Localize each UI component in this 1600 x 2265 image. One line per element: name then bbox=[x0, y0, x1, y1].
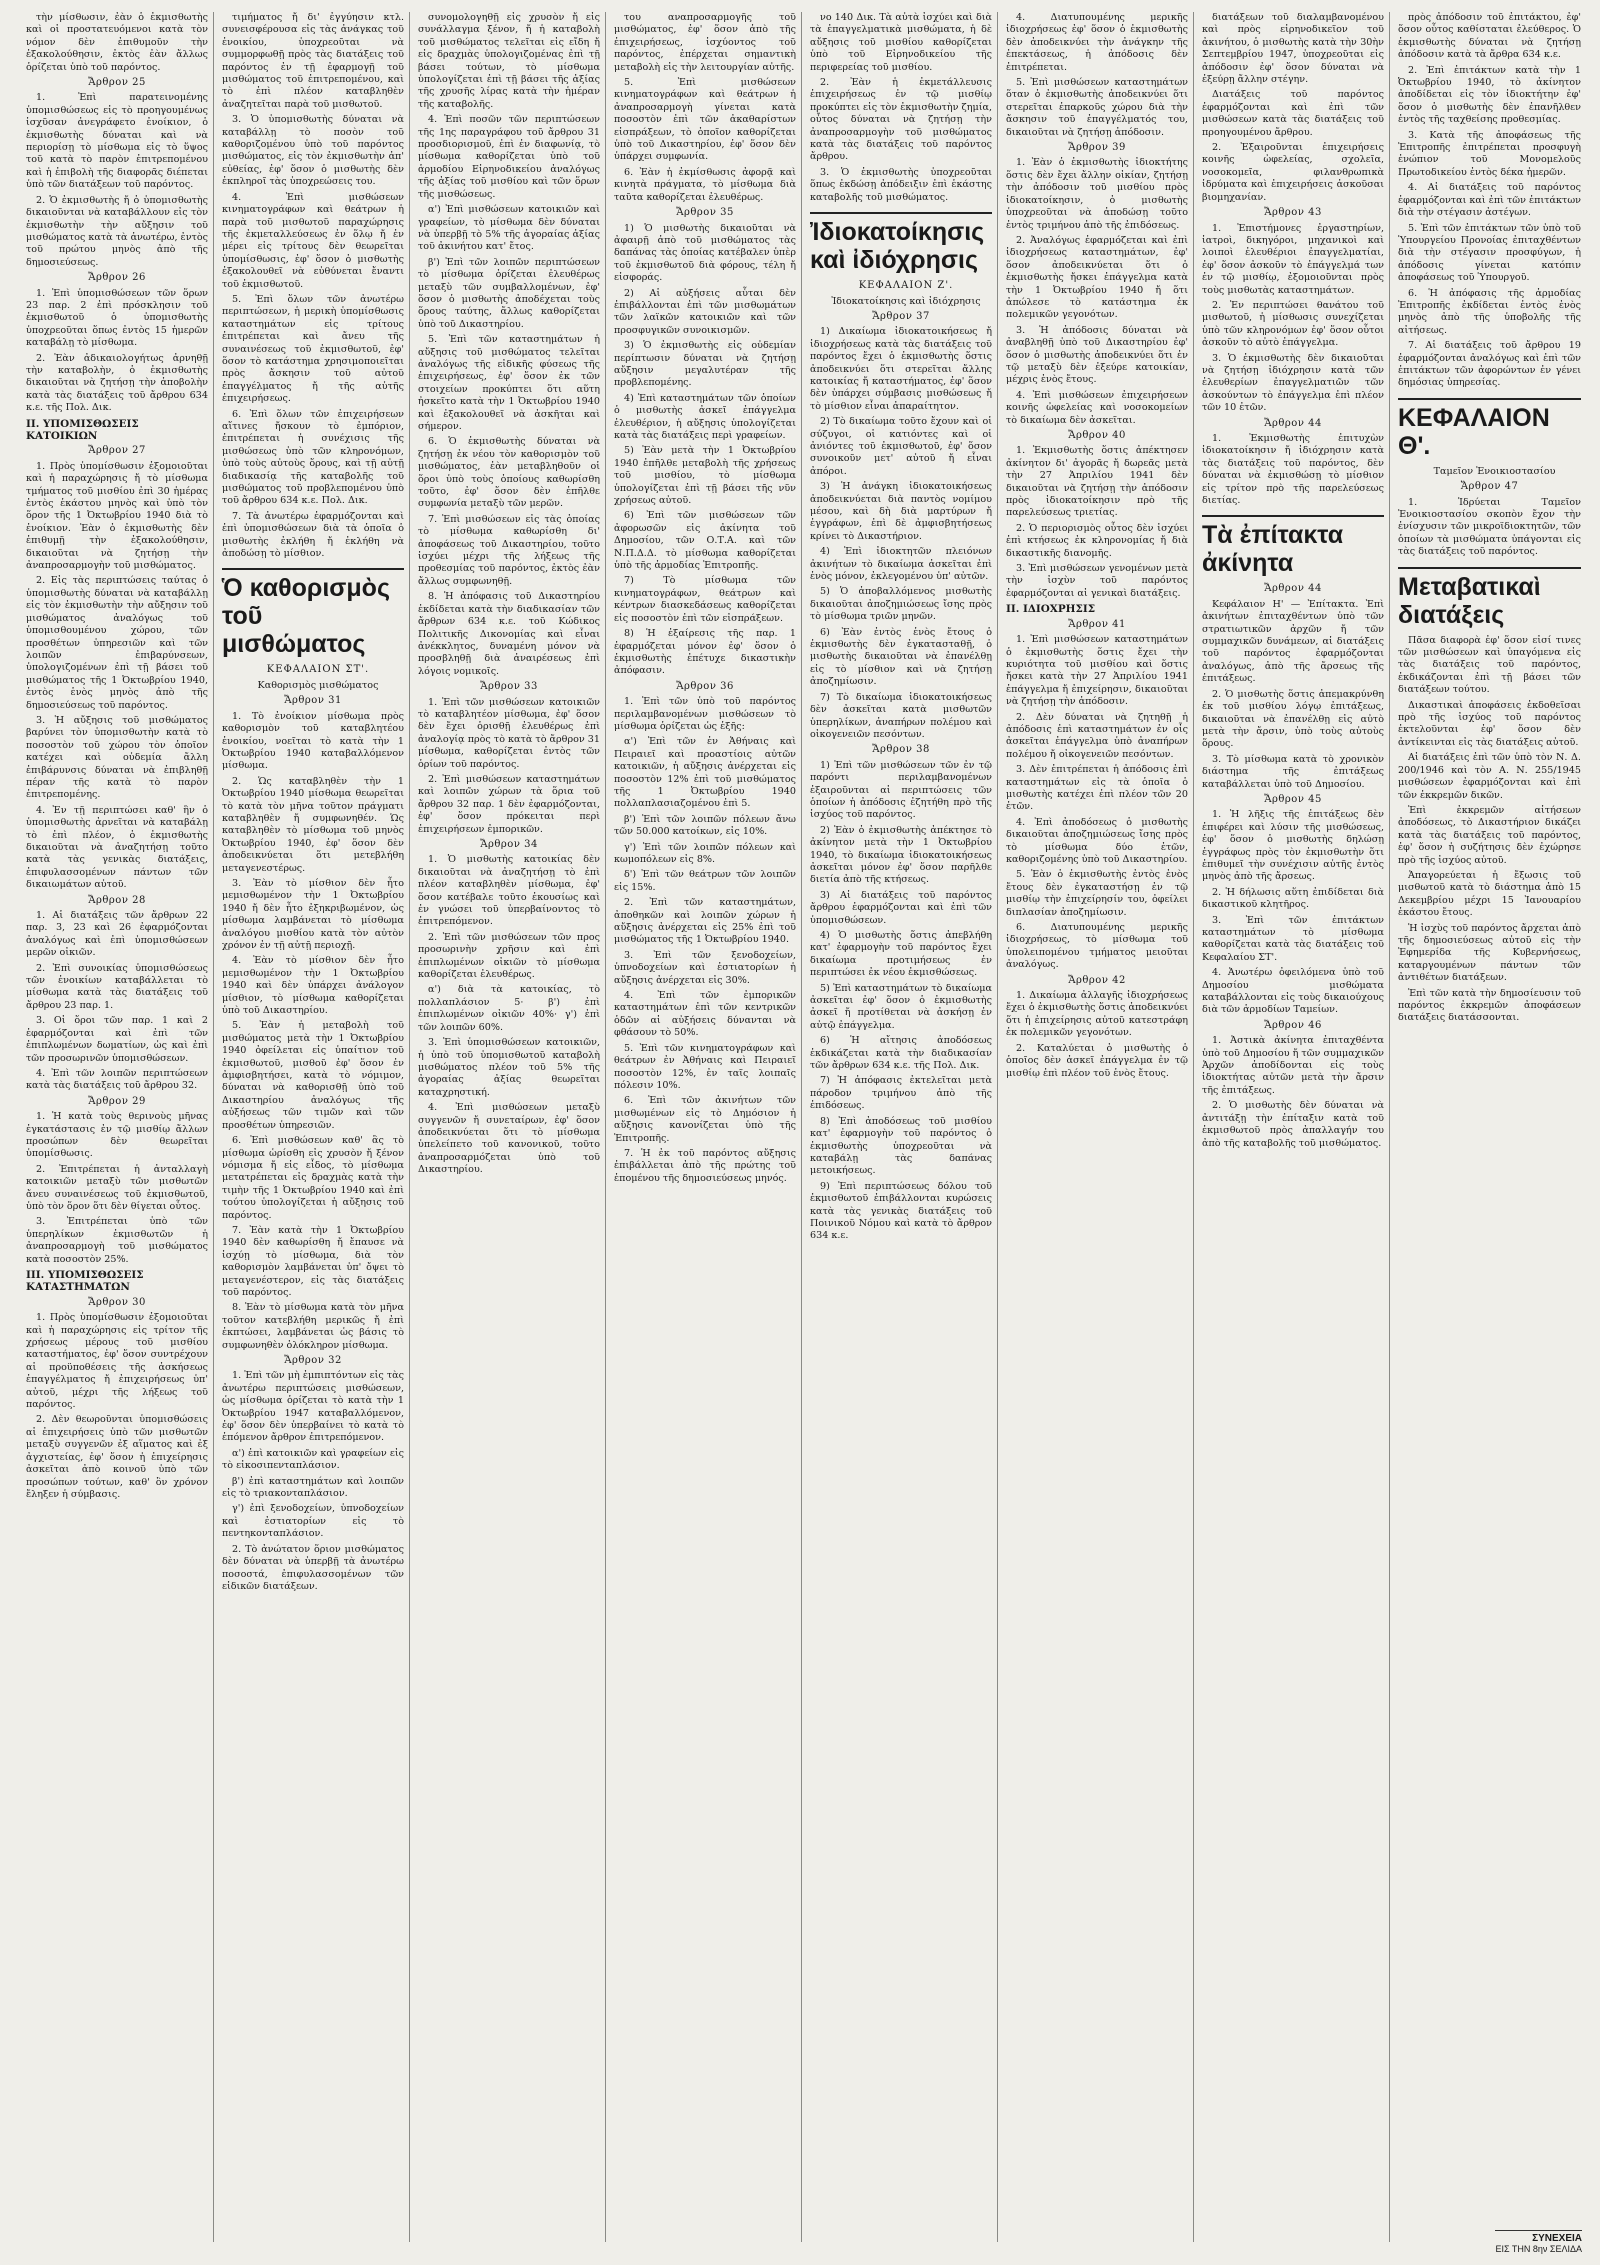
column-5 bbox=[808, 12, 998, 2242]
paragraph: 2. Ὁ περιορισμὸς οὗτος δὲν ἰσχύει ἐπὶ κτήσεως ἐκ κληρονομίας ἤ διὰ δικαστικῆς διανομῆς. bbox=[1006, 522, 1188, 559]
column-8 bbox=[1396, 12, 1586, 2242]
article-number: Ἄρθρον 35 bbox=[676, 207, 734, 219]
paragraph: 1. Πρὸς ὑπομίσθωσιν ἐξομοιοῦται καὶ ἡ παραχώρησις εἰς τρίτον τῆς χρήσεως μέρους τοῦ μισθίου καταστήματος, ἐφ' ὅσον συντρέχουν αἱ προϋποθέσεις τῆς ἀσκήσεως ἐπαγγέλματος ἤ ἐπιχειρήσεως ὑπ' αὐτοῦ, μέχρι τῆς λήξεως τοῦ παρόντος. bbox=[26, 1312, 208, 1411]
paragraph: του αναπροσαρμογῆς τοῦ μισθώματος, ἐφ' ὅσον ἀπὸ τῆς ἐπιχειρήσεως, ἰσχύοντος τοῦ παρόντος, ἐπέρχεται σημαντικὴ μεταβολὴ εἰς τὴν λειτουργίαν αὐτῆς. bbox=[614, 12, 796, 73]
article-number: Ἄρθρον 25 bbox=[88, 77, 146, 89]
article-number: Ἄρθρον 36 bbox=[676, 680, 734, 692]
paragraph: 1. Δικαίωμα ἀλλαγῆς ἰδιοχρήσεως ἔχει ὁ ἐκμισθωτὴς ὅστις ἀποδεικνύει ὅτι ἡ ἐπιχείρησις αὐτοῦ κατεστράφη ἐκ πολεμικῶν γεγονότων. bbox=[1006, 990, 1188, 1039]
paragraph: 6) Ἐὰν ἐντὸς ἑνὸς ἔτους ὁ ἐκμισθωτὴς δὲν ἐγκατασταθῇ, ὁ μισθωτὴς δικαιοῦται νὰ ἐπανέλθῃ εἰς τὸ μίσθιον καὶ νὰ ζητήσῃ ἀποζημίωσιν. bbox=[810, 626, 992, 688]
paragraph: 2. Δὲν δύναται νὰ ζητηθῇ ἡ ἀπόδοσις ἐπὶ καταστημάτων ἐν οἷς ἀσκεῖται ἐπάγγελμα ὑπὸ ἀναπήρων πολέμου ἤ οἰκογενειῶν πεσόντων. bbox=[1006, 711, 1188, 760]
chapter-subtitle: Ἰδιοκατοίκησις καὶ ἰδιόχρησις bbox=[831, 295, 981, 307]
paragraph: νο 140 Δικ. Τὰ αὐτὰ ἰσχύει καὶ διὰ τὰ ἐπαγγελματικὰ μισθώματα, ἡ δὲ αὔξησις τοῦ μισθίου καθορίζεται ὑπὸ τοῦ Εἰρηνοδικείου τῆς περιφερείας τοῦ μισθίου. bbox=[810, 12, 992, 73]
paragraph: 4. Ἐπὶ τῶν ἐμπορικῶν καταστημάτων ἐπὶ τῶν κεντρικῶν ὁδῶν αἱ αὐξήσεις δύνανται νὰ φθάσουν τὸ 50%. bbox=[614, 990, 796, 1039]
paragraph: 4. Ἐπὶ μισθώσεων ἐπιχειρήσεων κοινῆς ὠφελείας καὶ νοσοκομείων τὸ δικαίωμα δὲν ἀσκεῖται. bbox=[1006, 389, 1188, 426]
article-number: Ἄρθρον 28 bbox=[88, 894, 146, 906]
paragraph: 8. Ἐὰν τὸ μίσθωμα κατὰ τὸν μῆνα τοῦτον κατεβλήθη μερικῶς ἤ ἐπὶ ἐκπτώσει, λαμβάνεται ὡς βάσις τὸ συμφωνηθὲν ὁλόκληρον μίσθωμα. bbox=[222, 1302, 404, 1351]
paragraph: 2. Ἐπὶ τῶν καταστημάτων, ἀποθηκῶν καὶ λοιπῶν χώρων ἡ αὔξησις ἀνέρχεται εἰς 25% ἐπὶ τοῦ μισθώματος τῆς 1 Ὀκτωβρίου 1940. bbox=[614, 897, 796, 946]
paragraph: 2. Ἀναλόγως ἐφαρμόζεται καὶ ἐπὶ ἰδιοχρήσεως καταστημάτων, ἐφ' ὅσον ἀποδεικνύεται ὅτι ὁ ἐκμισθωτὴς ἤσκει ἐπάγγελμα κατὰ τὴν 1 Ὀκτωβρίου 1940 ἤ ὅτι ἀπώλεσε τὸ κατάστημα ἐκ πολεμικῶν γεγονότων. bbox=[1006, 234, 1188, 321]
paragraph: 1. Ἐὰν ὁ ἐκμισθωτὴς ἰδιοκτήτης ὅστις δὲν ἔχει ἄλλην οἰκίαν, ζητήσῃ τὴν ἀπόδοσιν τοῦ μισθίου πρὸς ἰδιοκατοίκησιν, ὁ μισθωτὴς ὑποχρεοῦται νὰ ἀποδώσῃ τοῦτο ἐντὸς τριμήνου ἀπὸ τῆς ἐπιδόσεως. bbox=[1006, 157, 1188, 231]
paragraph: 7. Ἐὰν κατὰ τὴν 1 Ὀκτωβρίου 1940 δὲν καθωρίσθη ἤ ἔπαυσε νὰ ἰσχύῃ τὸ μίσθωμα, διὰ τὸν καθορισμὸν λαμβάνεται ὑπ' ὄψει τὸ μεταγενέστερον, εἰς τὰς διατάξεις τοῦ παρόντος. bbox=[222, 1224, 404, 1298]
paragraph: 4. Ἐπὶ ἀποδόσεως ὁ μισθωτὴς δικαιοῦται ἀποζημιώσεως ἴσης πρὸς τὸ μίσθωμα δύο ἐτῶν, καθοριζομένης ὑπὸ τοῦ Δικαστηρίου. bbox=[1006, 816, 1188, 865]
paragraph: 3. Ἡ αὔξησις τοῦ μισθώματος βαρύνει τὸν ὑπομισθωτὴν κατὰ τὸ ποσοστὸν τοῦ χώρου τὸν ὁποῖον κατέχει καὶ οὐδεμία ἄλλη ἐπιβάρυνσις δύναται νὰ ἐπιβληθῇ πέραν τῆς κατὰ τὸ παρὸν ἐπιτρεπομένης. bbox=[26, 714, 208, 801]
paragraph: 7. Αἱ διατάξεις τοῦ ἄρθρου 19 ἐφαρμόζονται ἀναλόγως καὶ ἐπὶ τῶν ἐπιτάκτων τῶν ἀφορώντων ἐν γένει δημόσιας ὑπηρεσίας. bbox=[1398, 340, 1581, 389]
paragraph: 1) Ὁ μισθωτὴς δικαιοῦται νὰ ἀφαιρῇ ἀπὸ τοῦ μισθώματος τὰς δαπάνας τὰς ὁποίας κατέβαλεν ὑπὲρ τοῦ ἐκμισθωτοῦ διὰ φόρους, τέλη ἤ εἰσφοράς. bbox=[614, 222, 796, 284]
paragraph: 4. Ἐὰν τὸ μίσθιον δὲν ἦτο μεμισθωμένον τὴν 1 Ὀκτωβρίου 1940 καὶ δὲν ὑπάρχει ἀνάλογον μίσθιον, τὸ μίσθωμα καθορίζεται ὑπὸ τοῦ Δικαστηρίου. bbox=[222, 955, 404, 1017]
paragraph: 3) Ὁ ἐκμισθωτὴς εἰς οὐδεμίαν περίπτωσιν δύναται νὰ ζητήσῃ αὔξησιν μεγαλυτέραν τῆς προβλεπομένης. bbox=[614, 340, 796, 389]
paragraph: 3. Ἐπὶ τῶν ξενοδοχείων, ὑπνοδοχείων καὶ ἐστιατορίων ἡ αὔξησις ἀνέρχεται εἰς 30%. bbox=[614, 949, 796, 986]
headline: Ἰδιοκατοίκησις καὶ ἰδιόχρησις bbox=[810, 212, 992, 274]
column-2 bbox=[220, 12, 410, 2242]
paragraph: Ἐπὶ ἐκκρεμῶν αἰτήσεων ἀποδόσεως, τὸ Δικαστήριον δικάζει κατὰ τὰς διατάξεις τοῦ παρόντος, ἐφ' ὅσον ἡ συζήτησις δὲν ἐχώρησε πρὸ τῆς ἰσχύος αὐτοῦ. bbox=[1398, 804, 1581, 866]
article-number: Ἄρθρον 27 bbox=[88, 445, 146, 457]
chapter-subtitle: Ταμεῖον Ἐνοικιοστασίου bbox=[1433, 465, 1556, 477]
paragraph: 4) Ὁ μισθωτὴς ὅστις ἀπεβλήθη κατ' ἐφαρμογὴν τοῦ παρόντος ἔχει δικαίωμα προτιμήσεως ἐν περιπτώσει ἐκ νέου ἐκμισθώσεως. bbox=[810, 930, 992, 979]
paragraph: 1. Ἐκμισθωτὴς ἐπιτυχὼν ἰδιοκατοίκησιν ἤ ἰδιόχρησιν κατὰ τὰς διατάξεις τοῦ παρόντος, δὲν δύναται νὰ ἐκμισθώσῃ τὸ μίσθιον εἰς τρίτον πρὸ τῆς παρελεύσεως διετίας. bbox=[1202, 433, 1384, 507]
paragraph: Ἐπὶ τῶν κατὰ τὴν δημοσίευσιν τοῦ παρόντος ἐκκρεμῶν ἀποφάσεων διατάξεις διατάσσονται. bbox=[1398, 987, 1581, 1024]
paragraph: 3. Κατὰ τῆς ἀποφάσεως τῆς Ἐπιτροπῆς ἐπιτρέπεται προσφυγὴ ἐνώπιον τοῦ Μονομελοῦς Πρωτοδικείου ἐντὸς δέκα ἡμερῶν. bbox=[1398, 129, 1581, 178]
paragraph: 3. Ἐπὶ μισθώσεων γενομένων μετὰ τὴν ἰσχὺν τοῦ παρόντος ἐφαρμόζονται αἱ γενικαὶ διατάξεις. bbox=[1006, 563, 1188, 599]
paragraph: 5. Ἐπὶ τῶν ἐπιτάκτων τῶν ὑπὸ τοῦ Ὑπουργείου Προνοίας ἐπιταχθέντων διὰ τὴν στέγασιν προσφύγων, ἡ ἀπόδοσις γίνεται κατόπιν ἀποφάσεως τοῦ Ὑπουργοῦ. bbox=[1398, 222, 1581, 284]
article-number: Ἄρθρον 33 bbox=[480, 681, 538, 693]
paragraph: 3. Ἐπὶ τῶν ἐπιτάκτων καταστημάτων τὸ μίσθωμα καθορίζεται κατὰ τὰς διατάξεις τοῦ Κεφαλαίου ΣΤ'. bbox=[1202, 914, 1384, 963]
paragraph: 2) Ἐὰν ὁ ἐκμισθωτὴς ἀπέκτησε τὸ ἀκίνητον μετὰ τὴν 1 Ὀκτωβρίου 1940, τὸ δικαίωμα ἰδιοκατοικήσεως ἀσκεῖται μόνον ἐφ' ὅσον παρῆλθε διετία ἀπὸ τῆς κτήσεως. bbox=[810, 824, 992, 886]
article-number: Ἄρθρον 37 bbox=[872, 310, 930, 322]
paragraph: 1. Ἐκμισθωτὴς ὅστις ἀπέκτησεν ἀκίνητον δι' ἀγορᾶς ἤ δωρεᾶς μετὰ τὴν 27 Ἀπριλίου 1941 δὲν δικαιοῦται νὰ ζητήσῃ τὴν ἀπόδοσιν πρὸς ἰδιοκατοίκησιν πρὸ τῆς παρελεύσεως τριετίας. bbox=[1006, 445, 1188, 519]
article-number: Ἄρθρον 47 bbox=[1460, 481, 1519, 493]
article-number: Ἄρθρον 32 bbox=[284, 1355, 342, 1366]
paragraph: 1. Τὸ ἐνοίκιον μίσθωμα πρὸς καθορισμὸν τοῦ καταβλητέου ἐνοικίου, νοεῖται τὸ κατὰ τὴν 1 Ὀκτωβρίου 1940 καταβαλλόμενον μίσθωμα. bbox=[222, 710, 404, 772]
paragraph: 3. Τὸ μίσθωμα κατὰ τὸ χρονικὸν διάστημα τῆς ἐπιτάξεως καταβάλλεται ὑπὸ τοῦ Δημοσίου. bbox=[1202, 753, 1384, 790]
paragraph: 7) Τὸ δικαίωμα ἰδιοκατοικήσεως δὲν ἀσκεῖται κατὰ μισθωτῶν ὑπερηλίκων, ἀναπήρων πολέμου καὶ οἰκογενειῶν πεσόντων. bbox=[810, 691, 992, 740]
paragraph: 4. Ἐπὶ μισθώσεων κινηματογράφων καὶ θεάτρων ἡ παρὰ τοῦ μισθωτοῦ παραχώρησις τῆς ἐκμεταλλεύσεως ἐν ὅλῳ ἤ ἐν μέρει εἰς τρίτους δὲν θεωρεῖται ὑπομίσθωσις, ἐφ' ὅσον ὁ μισθωτὴς ἐξακολουθεῖ νὰ εὐθύνεται ἔναντι τοῦ ἐκμισθωτοῦ. bbox=[222, 191, 404, 290]
paragraph: 1. Ἐπὶ τῶν μὴ ἐμπιπτόντων εἰς τὰς ἀνωτέρω περιπτώσεις μισθώσεων, ὡς μίσθωμα ὁρίζεται τὸ κατὰ τὴν 1 Ὀκτωβρίου 1947 καταβαλλόμενον, ἐφ' ὅσον δὲν ὑπερβαίνει τὸ κατὰ τὸ ἑπόμενον ἄρθρον ἐπιτρεπόμενον. bbox=[222, 1370, 404, 1444]
paragraph: 5. Ἐπὶ ὅλων τῶν ἀνωτέρω περιπτώσεων, ἡ μερικὴ ὑπομίσθωσις καταστημάτων εἰς τρίτους ἐπιτρέπεται καὶ ἄνευ τῆς συναινέσεως τοῦ ἐκμισθωτοῦ, ἐφ' ὅσον τὸ κατάστημα χρησιμοποιεῖται πρὸς ἄσκησιν τοῦ αὐτοῦ ἐπαγγέλματος ἤ τῆς αὐτῆς ἐπιχειρήσεως. bbox=[222, 293, 404, 405]
paragraph: 7) Ἡ ἀπόφασις ἐκτελεῖται μετὰ πάροδον τριμήνου ἀπὸ τῆς ἐπιδόσεως. bbox=[810, 1075, 992, 1112]
paragraph: 6. Ἐπὶ μισθώσεων καθ' ἃς τὸ μίσθωμα ὡρίσθη εἰς χρυσὸν ἤ ξένον νόμισμα ἤ εἰς εἶδος, τὸ μίσθωμα μετατρέπεται εἰς δραχμὰς κατὰ τὴν τιμὴν τῆς 1 Ὀκτωβρίου 1940 καὶ ἐπὶ τούτου ὑπολογίζεται ἡ αὔξησις τοῦ παρόντος. bbox=[222, 1135, 404, 1221]
section-heading: III. ΥΠΟΜΙΣΘΩΣΕΙΣ ΚΑΤΑΣΤΗΜΑΤΩΝ bbox=[26, 1269, 144, 1294]
paragraph: 3. Δὲν ἐπιτρέπεται ἡ ἀπόδοσις ἐπὶ καταστημάτων εἰς τὰ ὁποῖα ὁ μισθωτὴς κατέχει ἐπὶ πλέον τῶν 20 ἐτῶν. bbox=[1006, 764, 1188, 813]
headline: Τὰ ἐπίτακτα ἀκίνητα bbox=[1202, 515, 1384, 577]
article-number: Ἄρθρον 46 bbox=[1264, 1019, 1322, 1031]
article-number: Ἄρθρον 29 bbox=[88, 1095, 146, 1107]
paragraph: 3. Ἡ ἀπόδοσις δύναται νὰ ἀναβληθῇ ὑπὸ τοῦ Δικαστηρίου ἐφ' ὅσον ὁ μισθωτὴς ἀποδεικνύει ὅτι ἐν τῷ μεταξὺ δὲν ἐξεύρε κατοικίαν, μέχρις ἑνὸς ἔτους. bbox=[1006, 324, 1188, 386]
paragraph: 3. Ἐπὶ ὑπομισθώσεων κατοικιῶν, ἡ ὑπὸ τοῦ ὑπομισθωτοῦ καταβολὴ μισθώματος πλέον τοῦ 5% τῆς ἀγοραίας ἀξίας θεωρεῖται καταχρηστική. bbox=[418, 1037, 600, 1098]
paragraph: συνομολογηθῇ εἰς χρυσὸν ἤ εἰς συνάλλαγμα ξένον, ἤ ἡ καταβολὴ τοῦ μισθώματος τελεῖται εἰς εἴδη ἤ εἰς δραχμὰς ὑπολογιζομένας ἐπὶ τῇ βάσει τούτων, τὸ μίσθωμα ὑπολογίζεται ἐπὶ τῇ βάσει τῆς ἀξίας τῆς χρυσῆς λίρας κατὰ τὴν ἡμέραν τῆς καταβολῆς. bbox=[418, 12, 600, 110]
paragraph: 1) Δικαίωμα ἰδιοκατοικήσεως ἤ ἰδιοχρήσεως κατὰ τὰς διατάξεις τοῦ παρόντος ἔχει ὁ ἐκμισθωτὴς ὅστις ἀποδεικνύει ὅτι στερεῖται ἄλλης κατοικίας ἤ καταστήματος, ἐφ' ὅσον δὲν ὑπάρχει σύμβασις μισθώσεως ἤ τὸ μίσθιον εἶναι ἀπαραίτητον. bbox=[810, 326, 992, 412]
paragraph: 1. Ἐπιστήμονες ἐργαστηρίων, ἰατροὶ, δικηγόροι, μηχανικοὶ καὶ λοιποὶ ἐλευθέριοι ἐπαγγελματίαι, ἐφ' ὅσον ἀσκοῦν τὸ ἐπάγγελμά των ἐν τῷ μισθίῳ, ἐξομοιοῦνται πρὸς τοὺς μισθωτὰς καταστημάτων. bbox=[1202, 222, 1384, 296]
paragraph: 2. Ἐπὶ τῶν μισθώσεων τῶν προς προσωρινὴν χρῆσιν καὶ ἐπὶ ἐπιπλωμένων οἰκιῶν τὸ μίσθωμα καθορίζεται ἐλευθέρως. bbox=[418, 931, 600, 981]
paragraph: 2. Ὁ μισθωτὴς ὅστις ἀπεμακρύνθη ἐκ τοῦ μισθίου λόγῳ ἐπιτάξεως, δικαιοῦται νὰ ἐπανέλθῃ εἰς αὐτὸ μετὰ τὴν ἄρσιν, ὑπὸ τοὺς αὐτοὺς ὅρους. bbox=[1202, 688, 1384, 750]
article-number: Ἄρθρον 26 bbox=[88, 272, 146, 284]
chapter-label: ΚΕΦΑΛΑΙΟΝ Ζ'. bbox=[858, 280, 954, 292]
headline: Ὁ καθορισμὸς τοῦ μισθώματος bbox=[222, 568, 404, 658]
chapter-label: ΚΕΦΑΛΑΙΟΝ ΣΤ'. bbox=[266, 664, 370, 676]
paragraph: α') διὰ τὰ κατοικίας, τὸ πολλαπλάσιον 5· β') ἐπὶ ἐπιπλωμένων οἰκιῶν 40%· γ') ἐπὶ τῶν λοιπῶν 60%. bbox=[418, 984, 600, 1033]
paragraph: πρὸς ἀπόδοσιν τοῦ ἐπιτάκτου, ἐφ' ὅσον οὗτος καθίσταται ἐλεύθερος. Ὁ ἐκμισθωτὴς δύναται νὰ ζητήσῃ ἀπόδοσιν κατὰ τὰ ἄρθρα 634 κ.ε. bbox=[1398, 12, 1581, 61]
article-number: Ἄρθρον 31 bbox=[284, 695, 342, 707]
paragraph: 1. Ἐπὶ τῶν μισθώσεων κατοικιῶν τὸ καταβλητέον μίσθωμα, ἐφ' ὅσον δὲν ἔχει ὁρισθῇ ἐλευθέρως ἐπὶ ἀναλογίᾳ πρὸς τὸ κατὰ τὸ ἄρθρον 31 μίσθωμα, καθορίζεται ἐντὸς τῶν ὁρίων τοῦ παρόντος. bbox=[418, 696, 600, 770]
paragraph: δ') Ἐπὶ τῶν θεάτρων τῶν λοιπῶν εἰς 15%. bbox=[614, 869, 796, 893]
column-3 bbox=[416, 12, 606, 2242]
paragraph: γ') ἐπὶ ξενοδοχείων, ὑπνοδοχείων καὶ ἐστιατορίων εἰς τὸ πεντηκονταπλάσιον. bbox=[222, 1503, 404, 1540]
paragraph: 4. Ἐπὶ τῶν λοιπῶν περιπτώσεων κατὰ τὰς διατάξεις τοῦ ἄρθρου 32. bbox=[26, 1067, 208, 1092]
paragraph: 1. Πρὸς ὑπομίσθωσιν ἐξομοιοῦται καὶ ἡ παραχώρησις ἤ τὸ μίσθωμα τμήματος τοῦ μισθίου ἐπὶ 30 ἡμέρας ἐντὸς ἑκάστου μηνὸς καὶ ὑπὸ τὸν ὅρον τῆς 1 Ὀκτωβρίου 1940 διὰ τὸ ἐνοίκιον. Ἐὰν ὁ ἐκμισθωτὴς δὲν ἐπιθυμῇ τὴν ἐξακολούθησιν, δικαιοῦται νὰ ζητήσῃ τὴν ἀναπροσαρμογὴν τοῦ μισθώματος. bbox=[26, 460, 208, 572]
paragraph: 6) Ἐπὶ τῶν μισθώσεων τῶν ἀφορωσῶν εἰς ἀκίνητα τοῦ Δημοσίου, τῶν Ο.Τ.Α. καὶ τῶν Ν.Π.Δ.Δ. τὸ μίσθωμα καθορίζεται ὑπὸ τῆς ἁρμοδίας Ἐπιτροπῆς. bbox=[614, 510, 796, 572]
paragraph: 2. Ἐν περιπτώσει θανάτου τοῦ μισθωτοῦ, ἡ μίσθωσις συνεχίζεται ὑπὸ τῶν κληρονόμων ἐφ' ὅσον οὗτοι ἀσκοῦν τὸ αὐτὸ ἐπάγγελμα. bbox=[1202, 299, 1384, 349]
paragraph: 5. Ἐὰν ἡ μεταβολὴ τοῦ μισθώματος μετὰ τὴν 1 Ὀκτωβρίου 1940 ὀφείλεται εἰς ὑπαίτιον τοῦ ἐκμισθωτοῦ, μισθοῦ ἐφ' ὅσον ἐν ἀμφισβητήσει, κατὰ τὸ νόμιμον, δύναται νὰ καθορισθῇ ὑπὸ τοῦ Δικαστηρίου ἀναλόγως τῆς αὐξήσεως τῶν τιμῶν καὶ τῶν προσθέτων ὑπηρεσιῶν. bbox=[222, 1020, 404, 1131]
paragraph: 3. Ὁ ὑπομισθωτὴς δύναται νὰ καταβάλλῃ τὸ ποσὸν τοῦ καθοριζομένου ὑπὸ τοῦ παρόντος μισθώματος, εἰς τὸν ἐκμισθωτὴν ἀπ' εὐθείας, ἐφ' ὅσον ὁ μισθωτὴς δὲν ἐκπληροῖ τὰς ὑποχρεώσεις του. bbox=[222, 114, 404, 188]
paragraph: 2. Ἐὰν ἀδικαιολογήτως ἀρνηθῇ τὴν καταβολὴν, ὁ ἐκμισθωτὴς δικαιοῦται νὰ ζητήσῃ τὴν ἀποβολὴν κατὰ τὰς διατάξεις τοῦ ἄρθρου 634 κ.ε. τῆς Πολ. Δικ. bbox=[26, 352, 208, 414]
continued-page: ΕΙΣ ΤΗΝ 8ην ΣΕΛΙΔΑ bbox=[1495, 2244, 1582, 2254]
text-columns bbox=[24, 12, 1586, 2242]
article-number: Ἄρθρον 38 bbox=[872, 744, 930, 756]
column-1 bbox=[24, 12, 214, 2242]
paragraph: 1. Ἐπὶ ὑπομισθώσεων τῶν ὅρων 23 παρ. 2 ἐπὶ πρόσκλησιν τοῦ ἐκμισθωτοῦ ὁ ὑπομισθωτὴς ὑποχρεοῦται ὅπως ἐντὸς 15 ἡμερῶν καταβάλῃ τὸ μίσθωμα. bbox=[26, 287, 208, 349]
paragraph: 4. Ἐπὶ ποσῶν τῶν περιπτώσεων τῆς 1ης παραγράφου τοῦ ἄρθρου 31 προσδιορισμοῦ, ἐπὶ ἐν διαφωνίᾳ, τὸ μίσθωμα καθορίζεται ὑπὸ τοῦ ἁρμοδίου Εἰρηνοδικείου ἀναλόγως τῆς ἀξίας τοῦ μισθίου καὶ τῶν ὅρων τῆς μισθώσεως. bbox=[418, 114, 600, 200]
paragraph: 6. Ἐπὶ ὅλων τῶν ἐπιχειρήσεων αἵτινες ἤσκουν τὸ ἐμπόριον, ἐπιτρέπεται ἡ συνέχισις τῆς μισθώσεως ὑπὸ τῶν κληρονόμων, ὑπὸ τοὺς αὐτοὺς ὅρους, καὶ τῇ αὐτῇ διαδικασίᾳ τῆς καταβολῆς τοῦ μισθώματος τοῦ προβλεπομένου ὑπὸ τοῦ ἄρθρου 634 κ.ε. Πολ. Δικ. bbox=[222, 408, 404, 507]
paragraph: 4. Αἱ διατάξεις τοῦ παρόντος ἐφαρμόζονται καὶ ἐπὶ τῶν ἐπιτάκτων διὰ τὴν στέγασιν ἀστέγων. bbox=[1398, 182, 1581, 219]
paragraph: 5. Ἐπὶ τῶν κινηματογράφων καὶ θεάτρων ἐν Ἀθήναις καὶ Πειραιεῖ ποσοστὸν 12%, ἐν ταῖς λοιπαῖς πόλεσιν 10%. bbox=[614, 1042, 796, 1091]
continued-label: ΣΥΝΕΧΕΙΑ bbox=[1532, 2233, 1582, 2244]
paragraph: 6. Ἐπὶ τῶν ἀκινήτων τῶν μισθωμένων εἰς τὸ Δημόσιον ἡ αὔξησις κανονίζεται ὑπὸ τῆς Ἐπιτροπῆς. bbox=[614, 1095, 796, 1144]
headline: Μεταβατικαὶ διατάξεις bbox=[1398, 567, 1581, 629]
paragraph: 5) Ὁ ἀποβαλλόμενος μισθωτὴς δικαιοῦται ἀποζημιώσεως ἴσης πρὸς τὸ μίσθωμα τριῶν μηνῶν. bbox=[810, 586, 992, 623]
paragraph: 2. Ὁ ἐκμισθωτὴς ἤ ὁ ὑπομισθωτὴς δικαιοῦνται νὰ καταβάλλουν εἰς τὸν ἐκμισθωτὴν τὴν αὔξησιν τοῦ μισθώματος κατὰ τὰ ἀνωτέρω, ἐντὸς τοῦ πρώτου μηνὸς ἀπὸ τῆς δημοσιεύσεως. bbox=[26, 194, 208, 268]
article-number: Ἄρθρον 43 bbox=[1264, 207, 1322, 219]
paragraph: Πᾶσα διαφορὰ ἐφ' ὅσον εἰσί τινες τῶν μισθώσεων καὶ ὑπαγόμενα εἰς τὰς διατάξεις τοῦ παρόντος, ἐκδικάζονται ἐπὶ τῇ βάσει τῶν διατάξεων τούτου. bbox=[1398, 634, 1581, 696]
paragraph: διατάξεων τοῦ διαλαμβανομένου καὶ πρὸς εἰρηνοδικεῖον τοῦ ἀκινήτου, ὁ μισθωτὴς κατὰ τὴν 30ὴν Σεπτεμβρίου 1947, ὑποχρεοῦται εἰς ἀπόδοσιν ἐφ' ὅσον δύναται νὰ ἐξεύρῃ ἄλλην στέγην. bbox=[1202, 12, 1384, 86]
paragraph: 2. Καταλύεται ὁ μισθωτὴς ὁ ὁποῖος δὲν ἀσκεῖ ἐπάγγελμα ἐν τῷ μισθίῳ ἐπὶ πλέον τοῦ ἑνὸς ἔτους. bbox=[1006, 1042, 1188, 1079]
paragraph: Ἀπαγορεύεται ἡ ἔξωσις τοῦ μισθωτοῦ κατὰ τὸ διάστημα ἀπὸ 15 Δεκεμβρίου μέχρι 15 Ἰανουαρίου ἑκάστου ἔτους. bbox=[1398, 869, 1581, 919]
paragraph: 1. Ἐπὶ τῶν ὑπὸ τοῦ παρόντος περιλαμβανομένων μισθώσεων τὸ μίσθωμα ὁρίζεται ὡς ἑξῆς: bbox=[614, 696, 796, 732]
paragraph: β') Ἐπὶ τῶν λοιπῶν περιπτώσεων τὸ μίσθωμα ὁρίζεται ἐλευθέρως μεταξὺ τῶν συμβαλλομένων, ἐφ' ὅσον ὁ μισθωτὴς ἀποδέχεται τοὺς ὅρους ταύτης, ἄλλως καθορίζεται ὑπὸ τοῦ Δικαστηρίου. bbox=[418, 256, 600, 330]
paragraph: Κεφάλαιον Η' — Ἐπίτακτα. Ἐπὶ ἀκινήτων ἐπιταχθέντων ὑπὸ τῶν στρατιωτικῶν ἀρχῶν ἤ τῶν συμμαχικῶν δυνάμεων, αἱ διατάξεις τοῦ παρόντος ἐφαρμόζονται ἀναλόγως, ἀπὸ τῆς ἄρσεως τῆς ἐπιτάξεως. bbox=[1202, 598, 1384, 685]
paragraph: Διατάξεις τοῦ παρόντος ἐφαρμόζονται καὶ ἐπὶ τῶν μισθώσεων κατὰ τὰς διατάξεις τοῦ προηγουμένου ἄρθρου. bbox=[1202, 89, 1384, 138]
column-7 bbox=[1200, 12, 1390, 2242]
paragraph: 7) Τὸ μίσθωμα τῶν κινηματογράφων, θεάτρων καὶ κέντρων διασκεδάσεως καθορίζεται εἰς ποσοστὸν ἐπὶ τῶν εἰσπράξεων. bbox=[614, 575, 796, 624]
paragraph: 2) Αἱ αὐξήσεις αὗται δὲν ἐπιβάλλονται ἐπὶ τῶν μισθωμάτων τῶν λαϊκῶν κατοικιῶν καὶ τῶν προσφυγικῶν συνοικισμῶν. bbox=[614, 287, 796, 336]
paragraph: 3. Ἐπιτρέπεται ὑπὸ τῶν ὑπερηλίκων ἐκμισθωτῶν ἡ ἀναπροσαρμογὴ τοῦ μισθώματος κατὰ ποσοστὸν 25%. bbox=[26, 1216, 208, 1265]
paragraph: 2. Εἰς τὰς περιπτώσεις ταύτας ὁ ὑπομισθωτὴς δύναται νὰ καταβάλλῃ εἰς τὸν ἐκμισθωτὴν τὴν αὔξησιν τοῦ μισθώματος ἀναλόγως τοῦ ὑπομισθουμένου χώρου, τῶν προσθέτων ὑπηρεσιῶν καὶ τῶν λοιπῶν ἐπιβαρύνσεων, ὑπολογιζομένων ἐπὶ τῇ βάσει τοῦ μισθώματος τῆς 1 Ὀκτωβρίου 1940, ἐντὸς ἑνὸς μηνὸς ἀπὸ τῆς δημοσιεύσεως τοῦ παρόντος. bbox=[26, 575, 208, 711]
paragraph: 2. Ἐὰν ἡ ἐκμετάλλευσις ἐπιχειρήσεως ἐν τῷ μισθίῳ προκύπτει εἰς τὸν ἐκμισθωτὴν ζημία, οὗτος δύναται νὰ ζητήσῃ τὴν ἀναπροσαρμογὴν τοῦ μισθώματος κατὰ τὰς διατάξεις τοῦ παρόντος ἄρθρου. bbox=[810, 77, 992, 163]
paragraph: 2. Τὸ ἀνώτατον ὅριον μισθώματος δὲν δύναται νὰ ὑπερβῇ τὰ ἀνωτέρω ποσοστά, ἐπιφυλασσομένων τῶν εἰδικῶν διατάξεων. bbox=[222, 1543, 404, 1592]
paragraph: 2. Ἐπὶ ἐπιτάκτων κατὰ τὴν 1 Ὀκτωβρίου 1940, τὸ ἀκίνητον ἀποδίδεται εἰς τὸν ἰδιοκτήτην ἐφ' ὅσον ὁ μισθωτὴς δὲν ἐπανῆλθεν ἐντὸς τῆς ταχθείσης προθεσμίας. bbox=[1398, 64, 1581, 126]
paragraph: 6. Ὁ ἐκμισθωτὴς δύναται νὰ ζητήσῃ ἐκ νέου τὸν καθορισμὸν τοῦ μισθώματος, ἐὰν μεταβληθοῦν οἱ ὅροι ὑπὸ τοὺς ὁποίους καθωρίσθη τοῦτο, ἐφ' ὅσον δὲν ἐπῆλθε συμφωνία μεταξὺ τῶν μερῶν. bbox=[418, 436, 600, 510]
paragraph: 5. Ἐὰν ὁ ἐκμισθωτὴς ἐντὸς ἑνὸς ἔτους δὲν ἐγκαταστήσῃ ἐν τῷ μισθίῳ τὴν ἐπιχείρησίν του, ὀφείλει διπλασίαν ἀποζημίωσιν. bbox=[1006, 869, 1188, 918]
paragraph: 6. Διατυπουμένης μερικῆς ἰδιοχρήσεως, τὸ μίσθωμα τοῦ ὑπολειπομένου τμήματος μειοῦται ἀναλόγως. bbox=[1006, 922, 1188, 971]
paragraph: 2. Ἐπὶ συνοικίας ὑπομισθώσεως τῶν ἐνοικίων καταβάλλεται τὸ μίσθωμα κατὰ τὰς διατάξεις τοῦ ἄρθρου 23 παρ. 1. bbox=[26, 962, 208, 1011]
paragraph: 7. Ἐπὶ μισθώσεων εἰς τὰς ὁποίας τὸ μίσθωμα καθωρίσθη δι' ἀποφάσεως τοῦ Δικαστηρίου, τοῦτο ἰσχύει μέχρι τῆς λήξεως τῆς προθεσμίας τοῦ παρόντος, ἐκτὸς ἐὰν ἄλλως συμφωνηθῇ. bbox=[418, 513, 600, 587]
paragraph: 1. Αἱ διατάξεις τῶν ἄρθρων 22 παρ. 3, 23 καὶ 26 ἐφαρμόζονται ἀναλόγως καὶ ἐπὶ ὑπομισθώσεων μερῶν οἰκιῶν. bbox=[26, 910, 208, 959]
paragraph: 5. Ἐπὶ μισθώσεων κινηματογράφων καὶ θεάτρων ἡ ἀναπροσαρμογὴ γίνεται κατὰ ποσοστὸν ἐπὶ τῶν ἀκαθαρίστων εἰσπράξεων, τὸ ὁποῖον καθορίζεται ὑπὸ τοῦ Δικαστηρίου, ἐφ' ὅσον δὲν ὑπάρχει συμφωνία. bbox=[614, 77, 796, 163]
paragraph: 5) Ἐὰν μετὰ τὴν 1 Ὀκτωβρίου 1940 ἐπῆλθε μεταβολὴ τῆς χρήσεως τοῦ μισθίου, τὸ μίσθωμα ὑπολογίζεται ἐπὶ τῇ βάσει τῆς νῦν χρήσεως αὐτοῦ. bbox=[614, 445, 796, 507]
paragraph: 6. Ἐὰν ἡ ἐκμίσθωσις ἀφορᾷ καὶ κινητὰ πράγματα, τὸ μίσθωμα διὰ ταῦτα καθορίζεται ἐλευθέρως. bbox=[614, 166, 796, 203]
paragraph: 9) Ἐπὶ περιπτώσεως δόλου τοῦ ἐκμισθωτοῦ ἐπιβάλλονται κυρώσεις κατὰ τὰς γενικὰς διατάξεις τοῦ Ποινικοῦ Νόμου καὶ κατὰ τὸ ἄρθρον 634 κ.ε. bbox=[810, 1180, 992, 1242]
paragraph: 1. Ἐπὶ παρατεινομένης ὑπομισθώσεως εἰς τὸ προηγουμένως ἰσχῦσαν ἀνεγράφετο ἐνοίκιον, ὁ ἐκμισθωτὴς δύναται καὶ νὰ περιορίσῃ τὸ μίσθωμα εἰς τὸ ὕψος τοῦ κατὰ τὸ παρὸν ἐπιτρεπομένου καὶ ἡ ἐπιβολὴ τῆς διαφορᾶς διέπεται ὑπὸ τῶν διατάξεων τοῦ παρόντος. bbox=[26, 92, 208, 191]
paragraph: β') ἐπὶ καταστημάτων καὶ λοιπῶν εἰς τὸ τριακονταπλάσιον. bbox=[222, 1475, 404, 1500]
paragraph: Ἡ ἰσχὺς τοῦ παρόντος ἄρχεται ἀπὸ τῆς δημοσιεύσεως αὐτοῦ εἰς τὴν Ἐφημερίδα τῆς Κυβερνήσεως, καταργουμένων πάντων τῶν ἀντιθέτων διατάξεων. bbox=[1398, 922, 1581, 984]
paragraph: 1. Ἀστικὰ ἀκίνητα ἐπιταχθέντα ὑπὸ τοῦ Δημοσίου ἤ τῶν συμμαχικῶν Ἀρχῶν ἀποδίδονται εἰς τοὺς ἰδιοκτήτας αὐτῶν μετὰ τὴν ἄρσιν τῆς ἐπιτάξεως. bbox=[1202, 1035, 1384, 1096]
paragraph: 8) Ἡ ἐξαίρεσις τῆς παρ. 1 ἐφαρμόζεται μόνον ἐφ' ὅσον ὁ ἐκμισθωτὴς ἐπέτυχε δικαστικὴν ἀπόφασιν. bbox=[614, 628, 796, 677]
paragraph: 1. Ἡ λῆξις τῆς ἐπιτάξεως δὲν ἐπιφέρει καὶ λύσιν τῆς μισθώσεως, ἐφ' ὅσον ὁ μισθωτὴς δηλώσῃ ἐγγράφως πρὸς τὸν ἐκμισθωτὴν ὅτι ἐπιθυμεῖ τὴν συνέχισιν αὐτῆς ἐντὸς μηνὸς ἀπὸ τῆς ἄρσεως. bbox=[1202, 809, 1384, 883]
paragraph: τιμήματος ἤ δι' ἐγγύησιν κτλ. συνεισφέρουσα εἰς τὰς ἀνάγκας τοῦ ἐνοικίου, ὑποχρεοῦται νὰ συμμορφωθῇ πρὸς τὰς διατάξεις τοῦ παρόντος ἐν τῇ ἐφαρμογῇ τοῦ μισθώματος τοῦ ἐπιτρεπομένου, καὶ τὸ ἐπὶ πλέον καταβληθὲν ἀναζητεῖται παρὰ τοῦ μισθωτοῦ. bbox=[222, 12, 404, 110]
paragraph: γ') Ἐπὶ τῶν λοιπῶν πόλεων καὶ κωμοπόλεων εἰς 8%. bbox=[614, 841, 796, 865]
article-number: Ἄρθρον 42 bbox=[1068, 974, 1126, 986]
article-number: Ἄρθρον 39 bbox=[1068, 142, 1126, 154]
paragraph: 4. Διατυπουμένης μερικῆς ἰδιοχρήσεως ἐφ' ὅσον ὁ ἐκμισθωτὴς δὲν ἀποδεικνύει τὴν ἀνάγκην τῆς ἐπεκτάσεως, ἡ ἀπόδοσις δὲν ἐπιτρέπεται. bbox=[1006, 12, 1188, 73]
paragraph: 2. Ὡς καταβληθὲν τὴν 1 Ὀκτωβρίου 1940 μίσθωμα θεωρεῖται τὸ κατὰ τὸν μῆνα τοῦτον πράγματι καταβληθὲν ἤ συμφωνηθέν. Ὡς καταβληθὲν τὸ μίσθωμα τοῦ μηνὸς Ὀκτωβρίου 1940, ἐφ' ὅσον δὲν ἀποδεικνύεται ὅτι μετεβλήθη μεταγενεστέρως. bbox=[222, 775, 404, 874]
paragraph: 1. Ἡ κατὰ τοὺς θερινοὺς μῆνας ἐγκατάστασις ἐν τῷ μισθίῳ ἄλλων προσώπων δὲν θεωρεῖται ὑπομίσθωσις. bbox=[26, 1111, 208, 1160]
paragraph: 4) Ἐπὶ καταστημάτων τῶν ὁποίων ὁ μισθωτὴς ἀσκεῖ ἐπάγγελμα ἐλευθέριον, ἡ αὔξησις ὑπολογίζεται κατὰ τὰς διατάξεις περὶ γραφείων. bbox=[614, 392, 796, 441]
column-6 bbox=[1004, 12, 1194, 2242]
paragraph: 7. Τὰ ἀνωτέρω ἐφαρμόζονται καὶ ἐπὶ ὑπομισθώσεων διὰ τὰ ὁποῖα ὁ μισθωτὴς ἐκλήθη ἤ ἐκλήθη νὰ ἀποδώσῃ τὸ μίσθιον. bbox=[222, 510, 404, 560]
paragraph: 7. Ἡ ἐκ τοῦ παρόντος αὔξησις ἐπιβάλλεται ἀπὸ τῆς πρώτης τοῦ ἑπομένου τῆς δημοσιεύσεως μηνός. bbox=[614, 1147, 796, 1184]
article-number: Ἄρθρον 44 bbox=[1264, 417, 1322, 429]
paragraph: Αἱ διατάξεις ἐπὶ τῶν ὑπὸ τὸν Ν. Δ. 200/1946 καὶ τὸν Α. Ν. 255/1945 μισθώσεων ἐφαρμόζονται καὶ ἐπὶ τῶν ἐκκρεμῶν δικῶν. bbox=[1398, 752, 1581, 801]
paragraph: 1. Ὁ μισθωτὴς κατοικίας δὲν δικαιοῦται νὰ ἀναζητήσῃ τὸ ἐπὶ πλέον καταβληθὲν μίσθωμα, ἐφ' ὅσον κατέβαλε τοῦτο ἐκουσίως καὶ ἐν γνώσει τοῦ ὑπερβαίνοντος τὸ ἐπιτρεπόμενον. bbox=[418, 854, 600, 928]
paragraph: 4. Ἀνωτέρω ὀφειλόμενα ὑπὸ τοῦ Δημοσίου μισθώματα καταβάλλονται εἰς τοὺς δικαιούχους διὰ τῶν ἁρμοδίων Ταμείων. bbox=[1202, 967, 1384, 1016]
paragraph: 6. Ἡ ἀπόφασις τῆς ἁρμοδίας Ἐπιτροπῆς ἐκδίδεται ἐντὸς ἑνὸς μηνὸς ἀπὸ τῆς ὑποβολῆς τῆς αἰτήσεως. bbox=[1398, 287, 1581, 336]
paragraph: 4. Ἐπὶ μισθώσεων μεταξὺ συγγενῶν ἤ συνεταίρων, ἐφ' ὅσον ἀποδεικνύεται ὅτι τὸ μίσθωμα ὑπελείπετο τοῦ κανονικοῦ, τοῦτο ἀναπροσαρμόζεται ὑπὸ τοῦ Δικαστηρίου. bbox=[418, 1102, 600, 1176]
article-number: Ἄρθρον 30 bbox=[88, 1296, 146, 1308]
paragraph: 2. Ἡ δήλωσις αὕτη ἐπιδίδεται διὰ δικαστικοῦ κλητῆρος. bbox=[1202, 886, 1384, 911]
paragraph: 1. Ἐπὶ μισθώσεων καταστημάτων ὁ ἐκμισθωτὴς ὅστις ἔχει τὴν κυριότητα τοῦ μισθίου καὶ ὅστις ἤσκει κατὰ τὴν 27 Ἀπριλίου 1941 ἐπάγγελμα ἤ ἐπιχείρησιν, δικαιοῦται νὰ ζητήσῃ τὴν ἀπόδοσιν. bbox=[1006, 634, 1188, 708]
paragraph: 8) Ἐπὶ ἀποδόσεως τοῦ μισθίου κατ' ἐφαρμογὴν τοῦ παρόντος ὁ ἐκμισθωτὴς ὑποχρεοῦται νὰ καταβάλῃ τὰς δαπάνας μετοικήσεως. bbox=[810, 1115, 992, 1177]
paragraph: β') Ἐπὶ τῶν λοιπῶν πόλεων ἄνω τῶν 50.000 κατοίκων, εἰς 10%. bbox=[614, 813, 796, 838]
column-4 bbox=[612, 12, 802, 2242]
paragraph: 8. Ἡ ἀπόφασις τοῦ Δικαστηρίου ἐκδίδεται κατὰ τὴν διαδικασίαν τῶν ἄρθρων 634 κ.ε. τοῦ Κώδικος Πολιτικῆς Δικονομίας καὶ εἶναι ἀνέκκλητος, δυναμένη μόνον νὰ προσβληθῇ διὰ ἀναιρέσεως ἐπὶ λόγοις νομικοῖς. bbox=[418, 591, 600, 677]
paragraph: 5. Ἐπὶ τῶν καταστημάτων ἡ αὔξησις τοῦ μισθώματος τελεῖται ἀναλόγως τῆς εἰδικῆς φύσεως τῆς ἐπιχειρήσεως, ἐφ' ὅσον ἐκ τῶν στοιχείων προκύπτει ὅτι αὕτη ἠσκεῖτο κατὰ τὴν 1 Ὀκτωβρίου 1940 καὶ ἐξακολουθεῖ νὰ ἀσκῆται καὶ σήμερον. bbox=[418, 334, 600, 432]
section-heading: II. ΥΠΟΜΙΣΘΩΣΕΙΣ ΚΑΤΟΙΚΙΩΝ bbox=[26, 417, 139, 442]
paragraph: 1. Ἱδρύεται Ταμεῖον Ἐνοικιοστασίου σκοπὸν ἔχον τὴν ἐνίσχυσιν τῶν μικροϊδιοκτητῶν, τῶν ὁποίων τὰ μισθώματα ὑπάγονται εἰς τὰς διατάξεις τοῦ παρόντος. bbox=[1398, 496, 1581, 558]
section-heading: II. ΙΔΙΟΧΡΗΣΙΣ bbox=[1006, 603, 1096, 616]
article-number: Ἄρθρον 45 bbox=[1264, 793, 1322, 805]
paragraph: 3. Ἐὰν τὸ μίσθιον δὲν ἦτο μεμισθωμένον τὴν 1 Ὀκτωβρίου 1940 ἤ δὲν ἦτο ἐξηκριβωμένον, ὡς μίσθωμα λαμβάνεται τὸ μίσθωμα ἀναλόγου μισθίου κατὰ τὸν αὐτὸν χρόνον ἐν τῇ αὐτῇ περιοχῇ. bbox=[222, 877, 404, 951]
paragraph: 2. Ἐπιτρέπεται ἡ ἀνταλλαγὴ κατοικιῶν μεταξὺ τῶν μισθωτῶν ἄνευ συναινέσεως τοῦ ἐκμισθωτοῦ, ὑπὸ τὸν ὅρον ὅτι δὲν θίγεται οὗτος. bbox=[26, 1163, 208, 1212]
article-number: Ἄρθρον 41 bbox=[1068, 618, 1126, 630]
chapter-subtitle: Καθορισμὸς μισθώματος bbox=[257, 679, 379, 691]
article-number: Ἄρθρον 40 bbox=[1068, 430, 1126, 441]
paragraph: 6) Ἡ αἴτησις ἀποδόσεως ἐκδικάζεται κατὰ τὴν διαδικασίαν τῶν ἄρθρων 634 κ.ε. τῆς Πολ. Δικ. bbox=[810, 1035, 992, 1072]
paragraph: τὴν μίσθωσιν, ἐὰν ὁ ἐκμισθωτὴς καὶ οἱ προστατευόμενοι κατὰ τὸν νόμον δὲν ἐπιθυμοῦν τὴν ἐξακολούθησιν, ἐκτὸς ἐὰν ἄλλως ὁρίζεται ὑπὸ τοῦ παρόντος. bbox=[26, 12, 208, 73]
paragraph: 3) Αἱ διατάξεις τοῦ παρόντος ἄρθρου ἐφαρμόζονται καὶ ἐπὶ τῶν ὑπομισθώσεων. bbox=[810, 889, 992, 926]
article-number: Ἄρθρον 34 bbox=[480, 839, 538, 850]
paragraph: 3) Ἡ ἀνάγκη ἰδιοκατοικήσεως ἀποδεικνύεται διὰ παντὸς νομίμου μέσου, καὶ δὴ διὰ μαρτύρων ἤ ἐγγράφων, ἐπὶ δὲ ἀμφισβητήσεως κρίνει τὸ Δικαστήριον. bbox=[810, 481, 992, 542]
paragraph: 1) Ἐπὶ τῶν μισθώσεων τῶν ἐν τῷ παρόντι περιλαμβανομένων ἐξαιροῦνται αἱ περιπτώσεις τῶν ὁποίων ἡ ἀπόδοσις ἐζητήθη πρὸ τῆς ἰσχύος τοῦ παρόντος. bbox=[810, 759, 992, 821]
paragraph: 3. Ὁ ἐκμισθωτὴς δὲν δικαιοῦται νὰ ζητήσῃ ἰδιόχρησιν κατὰ τῶν ἐλευθερίων ἐπαγγελματιῶν τῶν ἀσκούντων τὸ ἐπάγγελμα ἐπὶ πλέον τῶν 10 ἐτῶν. bbox=[1202, 352, 1384, 414]
paragraph: 2. Δὲν θεωροῦνται ὑπομισθώσεις αἱ ἐπιχειρήσεις ὑπὸ τῶν μισθωτῶν μεταξὺ συγγενῶν ἐξ αἵματος καὶ ἐξ ἀγχιστείας, ἐφ' ὅσον ἡ ἐπιχείρησις ἀσκεῖται ἀπὸ κοινοῦ ὑπὸ τῶν προσώπων τούτων, καθ' ὃν χρόνον ἔληξεν ἡ σύμβασις. bbox=[26, 1414, 208, 1500]
headline: ΚΕΦΑΛΑΙΟΝ Θ'. bbox=[1398, 398, 1581, 460]
paragraph: Δικαστικαὶ ἀποφάσεις ἐκδοθεῖσαι πρὸ τῆς ἰσχύος τοῦ παρόντος ἐκτελοῦνται ἐφ' ὅσον δὲν ἀντίκεινται εἰς τὰς διατάξεις αὐτοῦ. bbox=[1398, 699, 1581, 748]
paragraph: 5) Ἐπὶ καταστημάτων τὸ δικαίωμα ἀσκεῖται ἐφ' ὅσον ὁ ἐκμισθωτὴς ἀσκεῖ ἤ προτίθεται νὰ ἀσκήσῃ ἐν αὐτῷ ἐπάγγελμα. bbox=[810, 982, 992, 1031]
paragraph: α') Ἐπὶ τῶν ἐν Ἀθήναις καὶ Πειραιεῖ καὶ προαστίοις αὐτῶν κατοικιῶν, ἡ αὔξησις ἀνέρχεται εἰς ποσοστὸν 12% ἐπὶ τοῦ μισθώματος τῆς 1 Ὀκτωβρίου 1940 πολλαπλασιαζομένου ἐπὶ 5. bbox=[614, 736, 796, 810]
paragraph: 3. Οἱ ὅροι τῶν παρ. 1 καὶ 2 ἐφαρμόζονται καὶ ἐπὶ τῶν ἐπιπλωμένων δωματίων, ὡς καὶ ἐπὶ τῶν προσωρινῶν ὑπομισθώσεων. bbox=[26, 1015, 208, 1064]
article-number: Ἄρθρον 44 bbox=[1264, 583, 1322, 595]
paragraph: α') ἐπὶ κατοικιῶν καὶ γραφείων εἰς τὸ εἰκοσιπενταπλάσιον. bbox=[222, 1447, 404, 1472]
paragraph: 4. Ἐν τῇ περιπτώσει καθ' ἣν ὁ ὑπομισθωτὴς ἀρνεῖται νὰ καταβάλῃ τὸ ἐπὶ πλέον, ὁ ἐκμισθωτὴς δικαιοῦται νὰ ἀναζητήσῃ τοῦτο κατὰ τὰς γενικὰς διατάξεις, ἐπιφυλασσομένων πάντων τῶν δικαιωμάτων αὐτοῦ. bbox=[26, 804, 208, 891]
paragraph: 5. Ἐπὶ μισθώσεων καταστημάτων ὅταν ὁ ἐκμισθωτὴς ἀποδεικνύει ὅτι στερεῖται ἐπαρκοῦς χώρου διὰ τὴν ἄσκησιν τοῦ ἐπαγγέλματός του, δικαιοῦται νὰ ζητήσῃ ἀπόδοσιν. bbox=[1006, 77, 1188, 138]
paragraph: 2) Τὸ δικαίωμα τοῦτο ἔχουν καὶ οἱ σύζυγοι, οἱ κατιόντες καὶ οἱ ἀνιόντες τοῦ ἐκμισθωτοῦ, ἐφ' ὅσον συνοικοῦν μετ' αὐτοῦ ἤ εἶναι ἀπόροι. bbox=[810, 416, 992, 477]
paragraph: 4) Ἐπὶ ἰδιοκτητῶν πλειόνων ἀκινήτων τὸ δικαίωμα ἀσκεῖται ἐπὶ ἑνὸς μόνον, ἐκλεγομένου ὑπ' αὐτῶν. bbox=[810, 546, 992, 583]
paragraph: α') Ἐπὶ μισθώσεων κατοικιῶν καὶ γραφείων, τὸ μίσθωμα δὲν δύναται νὰ ὑπερβῇ τὸ 5% τῆς ἀγοραίας ἀξίας τοῦ ἀκινήτου κατ' ἔτος. bbox=[418, 204, 600, 253]
paragraph: 3. Ὁ ἐκμισθωτὴς ὑποχρεοῦται ὅπως ἐκδώσῃ ἀπόδειξιν ἐπὶ ἑκάστης καταβολῆς τοῦ μισθώματος. bbox=[810, 166, 992, 203]
paragraph: 2. Ἐπὶ μισθώσεων καταστημάτων καὶ λοιπῶν χώρων τὰ ὅρια τοῦ ἄρθρου 32 παρ. 1 δὲν ἐφαρμόζονται, ἐφ' ὅσον πρόκειται περὶ ἐπιχειρήσεων ἐμπορικῶν. bbox=[418, 773, 600, 835]
continuation-note bbox=[1495, 2230, 1582, 2255]
paragraph: 2. Ἐξαιροῦνται ἐπιχειρήσεις κοινῆς ὠφελείας, σχολεῖα, νοσοκομεῖα, φιλανθρωπικὰ ἱδρύματα καὶ ἐπιχειρήσεις ἀσκοῦσαι βιομηχανίαν. bbox=[1202, 142, 1384, 203]
paragraph: 2. Ὁ μισθωτὴς δὲν δύναται νὰ ἀντιτάξῃ τὴν ἐπίταξιν κατὰ τοῦ ἐκμισθωτοῦ πρὸς ἀπαλλαγήν του ἀπὸ τῆς καταβολῆς τοῦ μισθώματος. bbox=[1202, 1100, 1384, 1149]
